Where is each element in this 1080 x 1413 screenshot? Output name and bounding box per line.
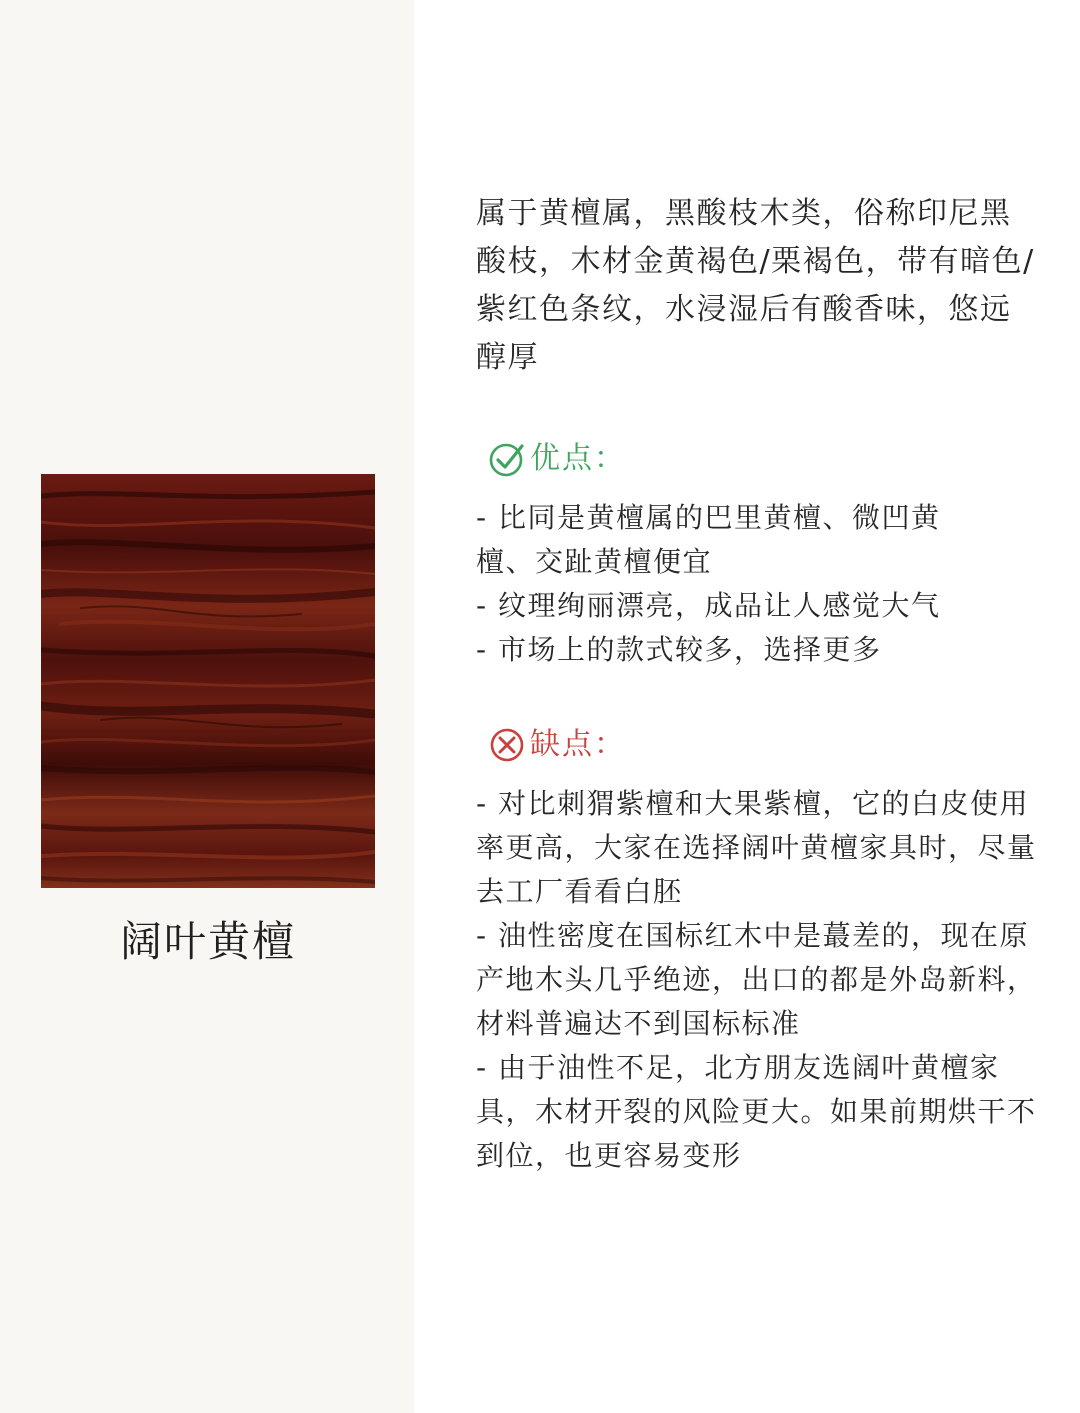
cons-title: 缺点： [530, 727, 626, 762]
cons-heading [488, 720, 1056, 770]
wood-grain-image [41, 474, 375, 888]
x-circle-icon [488, 726, 526, 764]
pros-title: 优点： [530, 441, 626, 476]
check-circle-icon [488, 440, 526, 478]
description-panel [476, 190, 1056, 1178]
list-item: - 比同是黄檀属的巴里黄檀、微凹黄檀、交趾黄檀便宜 [476, 501, 941, 578]
list-item: - 由于油性不足，北方朋友选阔叶黄檀家具，木材开裂的风险更大。如果前期烘干不到位，也更容易变形 [476, 1051, 1037, 1172]
list-item: - 油性密度在国标红木中是蕞差的，现在原产地木头几乎绝迹，出口的都是外岛新料，材料普遍达不到国标标准 [476, 919, 1037, 1040]
wood-name-caption: 阔叶黄檀 [119, 917, 296, 966]
list-item: - 对比刺猬紫檀和大果紫檀，它的白皮使用率更高，大家在选择阔叶黄檀家具时，尽量去工厂看看白胚 [476, 787, 1037, 908]
pros-heading [488, 434, 1056, 484]
list-item: - 纹理绚丽漂亮，成品让人感觉大气 [476, 589, 941, 622]
intro-text: 属于黄檀属，黑酸枝木类，俗称印尼黑酸枝，木材金黄褐色/栗褐色，带有暗色/紫红色条纹，水浸湿后有酸香味，悠远醇厚 [476, 196, 1035, 375]
list-item: - 市场上的款式较多，选择更多 [476, 633, 882, 666]
left-panel [0, 0, 414, 1413]
pros-list [476, 496, 996, 672]
cons-list [476, 782, 1044, 1178]
